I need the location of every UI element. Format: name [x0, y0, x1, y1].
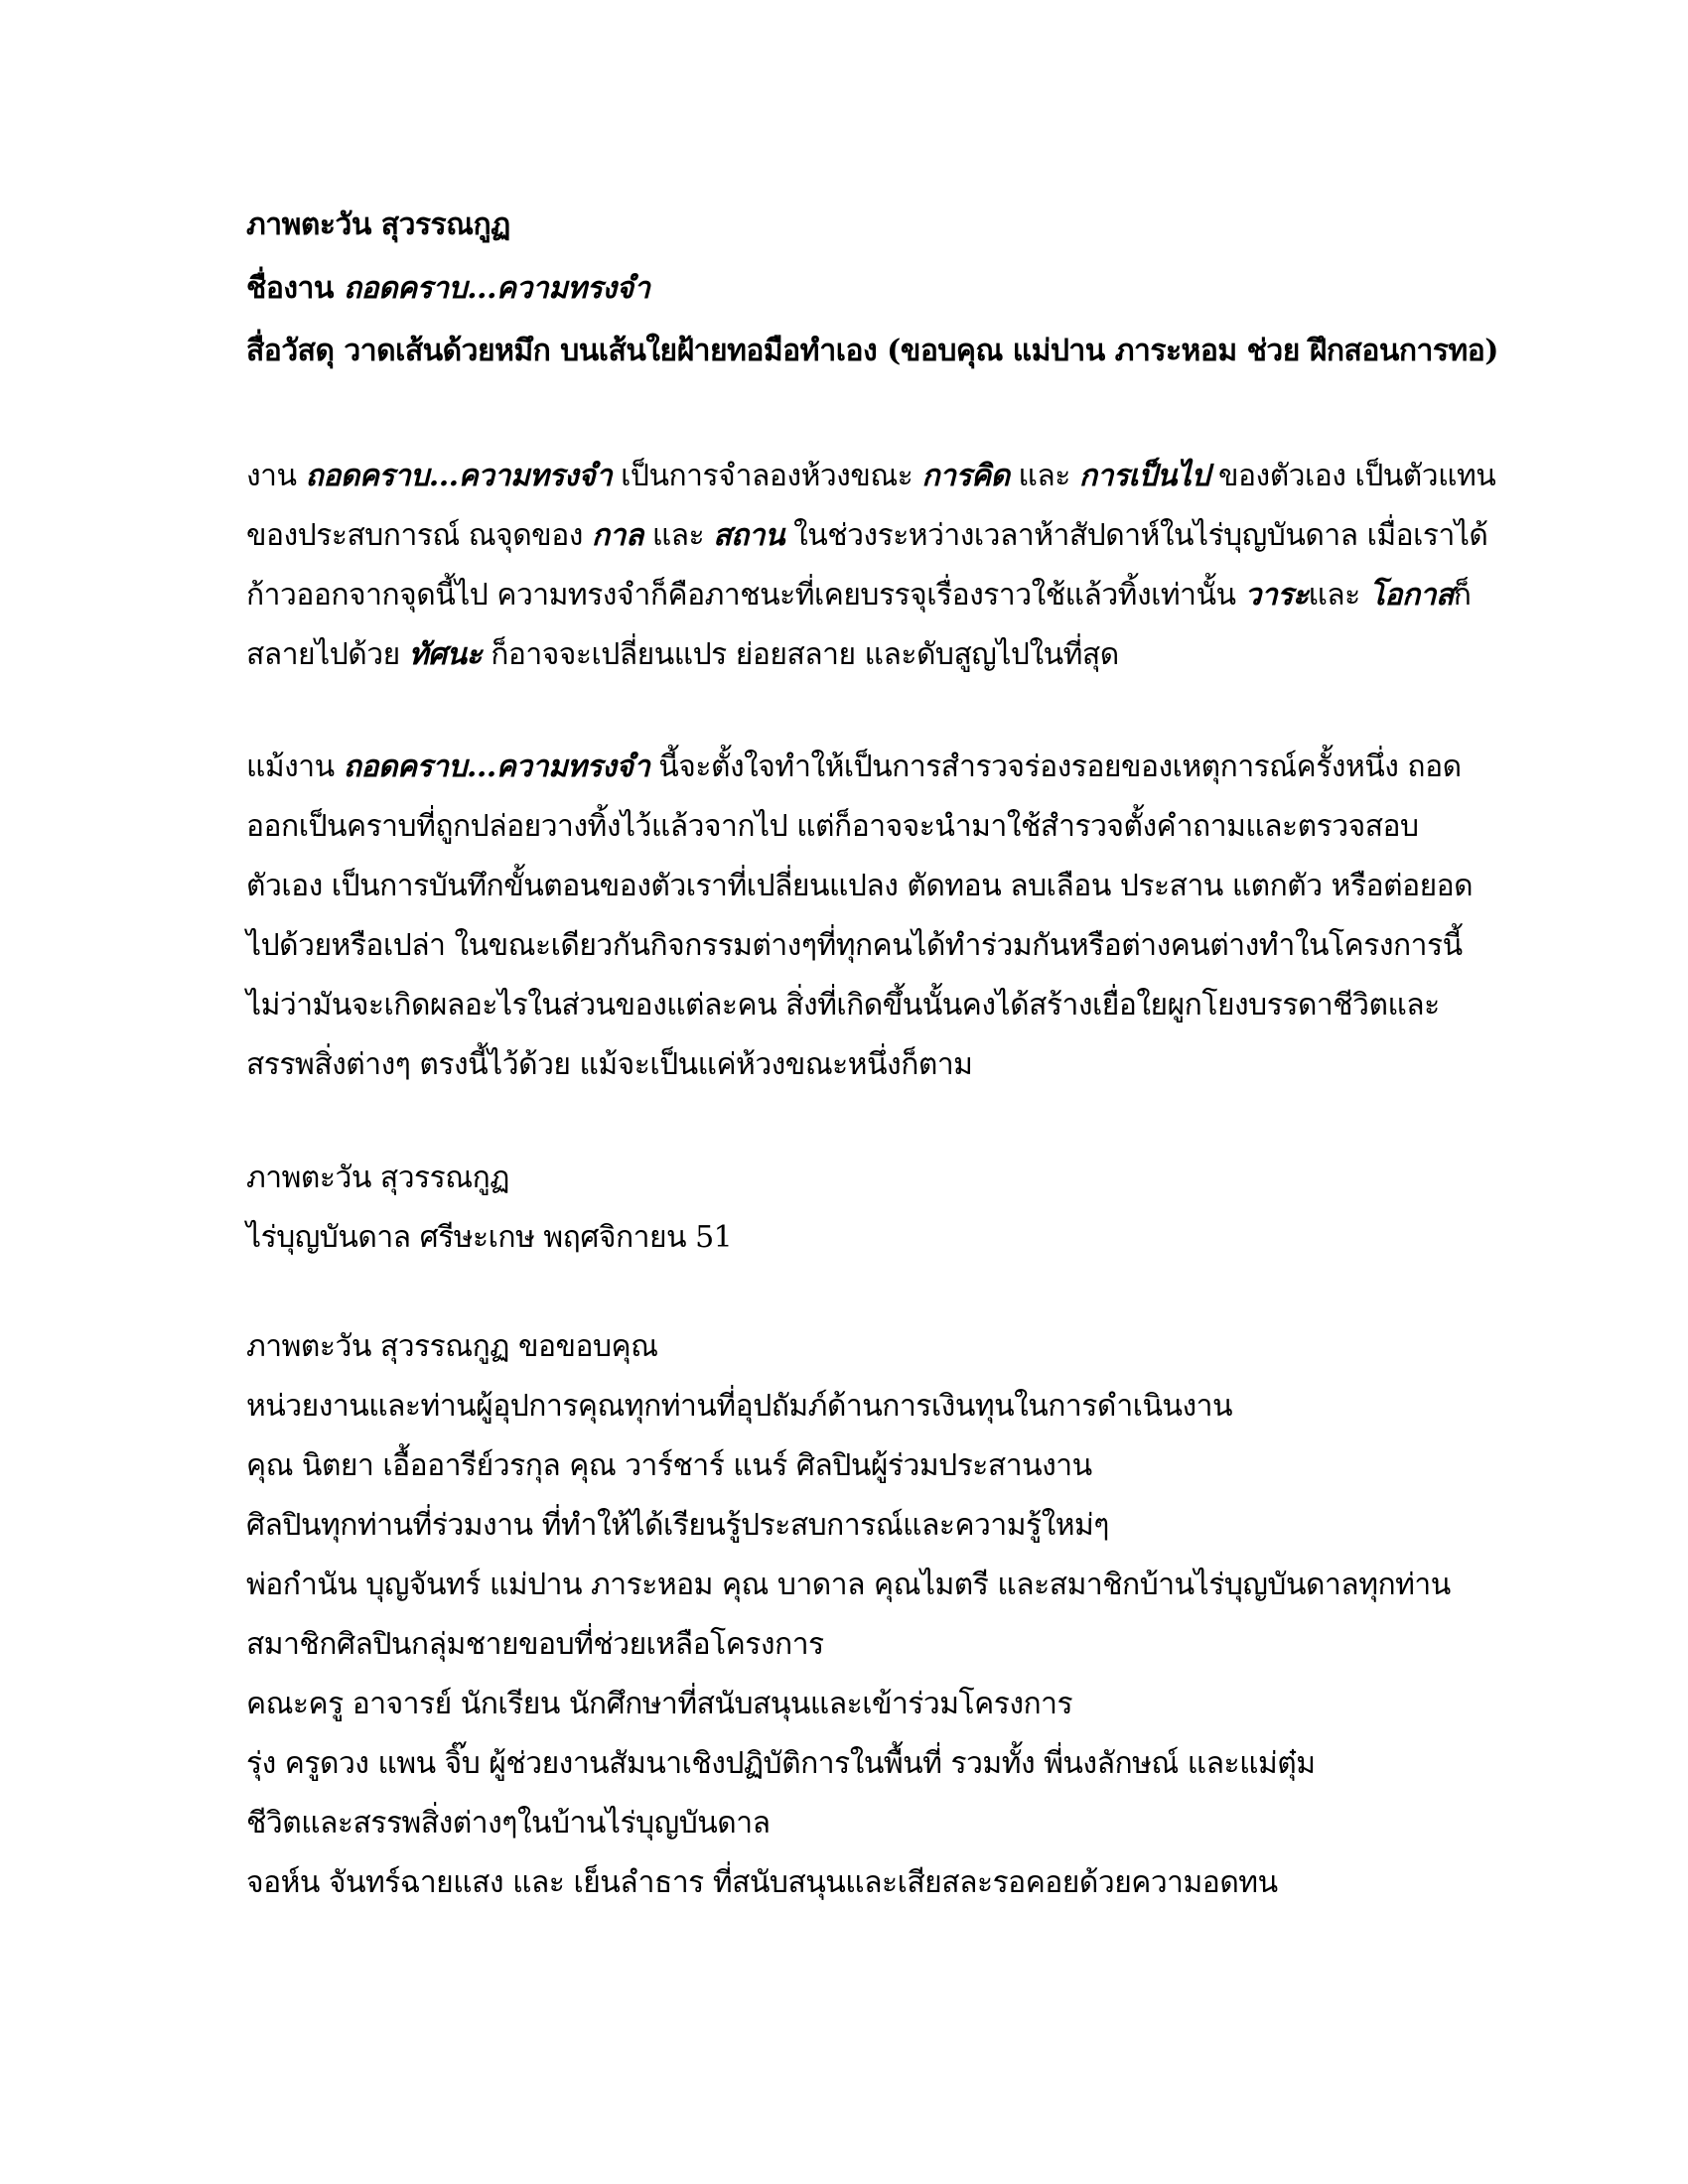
paragraph-line	[246, 926, 1463, 966]
body-text: ตัวเอง เป็นการบันทึกขั้นตอนของตัวเราที่เปลี่ยนแปลง ตัดทอน ลบเลือน ประสาน แตกตัว หรือต่อยอด	[246, 869, 1474, 903]
body-text: ออกเป็นคราบที่ถูกปล่อยวางทิ้งไว้แล้วจากไป แต่ก็อาจจะนำมาใช้สำรวจตั้งคำถามและตรวจสอบ	[246, 809, 1419, 844]
body-text: สลายไปด้วย	[246, 637, 409, 672]
ack-item: พ่อกำนัน บุญจันทร์ แม่ปาน ภาระหอม คุณ บาดาล คุณไมตรี และสมาชิกบ้านไร่บุญบันดาลทุกท่าน	[246, 1568, 1451, 1602]
body-text: ของตัวเอง เป็นตัวแทน	[1208, 459, 1496, 493]
emphasized-text: การเป็นไป	[1078, 459, 1209, 493]
emphasized-text: กาล	[591, 518, 643, 553]
emphasized-text: ถอดคราบ...ความทรงจำ	[305, 459, 613, 493]
body-text: แม้งาน	[246, 750, 344, 784]
paragraph-line	[246, 807, 1419, 847]
paragraph-line	[246, 867, 1473, 906]
emphasized-text: โอกาส	[1368, 578, 1454, 613]
emphasized-text: ถอดคราบ...ความทรงจำ	[343, 750, 650, 784]
work-title-label: ชื่องาน	[246, 271, 344, 306]
ack-item: คณะครู อาจารย์ นักเรียน นักศึกษาที่สนับสนุนและเข้าร่วมโครงการ	[246, 1687, 1073, 1721]
body-text: สรรพสิ่งต่างๆ ตรงนี้ไว้ด้วย แม้จะเป็นแค่ห้วงขณะหนึ่งก็ตาม	[246, 1047, 973, 1082]
media-description: สื่อวัสดุ วาดเส้นด้วยหมึก บนเส้นใยฝ้ายทอมือทำเอง (ขอบคุณ แม่ปาน ภาระหอม ช่วย ฝึกสอนการทอ)	[246, 334, 1498, 368]
artist-name: ภาพตะวัน สุวรรณกูฏ	[246, 207, 510, 242]
body-text: งาน	[246, 459, 306, 493]
body-text: นี้จะตั้งใจทำให้เป็นการสำรวจร่องรอยของเหตุการณ์ครั้งหนึ่ง ถอด	[649, 750, 1462, 784]
work-title-line	[246, 269, 649, 309]
body-text: ไม่ว่ามันจะเกิดผลอะไรในส่วนของแต่ละคน สิ่งที่เกิดขึ้นนั้นคงได้สร้างเยื่อใยผูกโยงบรรดาชีวิตและ	[246, 988, 1440, 1023]
emphasized-text: วาระ	[1244, 578, 1309, 613]
body-text: และ	[1009, 459, 1079, 493]
paragraph-line	[246, 748, 1462, 787]
paragraph-line	[246, 457, 1495, 496]
acknowledgements-heading: ภาพตะวัน สุวรรณกูฏ ขอขอบคุณ	[246, 1329, 658, 1364]
ack-item: ชีวิตและสรรพสิ่งต่างๆในบ้านไร่บุญบันดาล	[246, 1806, 771, 1841]
ack-item: รุ่ง ครูดวง แพน จิ๊บ ผู้ช่วยงานสัมนาเชิงปฏิบัติการในพื้นที่ รวมทั้ง พี่นงลักษณ์ และแม่ตุ๋ม	[246, 1746, 1316, 1781]
ack-item: หน่วยงานและท่านผู้อุปการคุณทุกท่านที่อุปถัมภ์ด้านการเงินทุนในการดำเนินงาน	[246, 1389, 1232, 1424]
signature-name: ภาพตะวัน สุวรรณกูฏ	[246, 1160, 509, 1195]
paragraph-line	[246, 576, 1471, 615]
body-text: เป็นการจำลองห้วงขณะ	[612, 459, 922, 493]
body-text: ก้าวออกจากจุดนี้ไป ความทรงจำก็คือภาชนะที่เคยบรรจุเรื่องราวใช้แล้วทิ้งเท่านั้น	[246, 578, 1245, 613]
body-text: และ	[1308, 578, 1369, 613]
work-title-value: ถอดคราบ...ความทรงจำ	[343, 271, 650, 306]
body-text: ของประสบการณ์ ณจุดของ	[246, 518, 592, 553]
paragraph-line	[246, 986, 1440, 1025]
paragraph-line	[246, 635, 1119, 675]
body-text: และ	[642, 518, 714, 553]
paragraph-line	[246, 516, 1487, 556]
ack-item: คุณ นิตยา เอื้ออารีย์วรกุล คุณ วาร์ชาร์ แนร์ ศิลปินผู้ร่วมประสานงาน	[246, 1448, 1092, 1483]
ack-item: ศิลปินทุกท่านที่ร่วมงาน ที่ทำให้ได้เรียนรู้ประสบการณ์และความรู้ใหม่ๆ	[246, 1508, 1109, 1543]
ack-item: สมาชิกศิลปินกลุ่มชายขอบที่ช่วยเหลือโครงการ	[246, 1627, 824, 1662]
emphasized-text: การคิด	[921, 459, 1010, 493]
paragraph-line	[246, 1045, 972, 1085]
signature-place-date: ไร่บุญบันดาล ศรีษะเกษ พฤศจิกายน 51	[246, 1220, 733, 1255]
emphasized-text: สถาน	[713, 518, 785, 553]
ack-item: จอห์น จันทร์ฉายแสง และ เย็นลำธาร ที่สนับสนุนและเสียสละรอคอยด้วยความอดทน	[246, 1865, 1278, 1900]
body-text: ก็อาจจะเปลี่ยนแปร ย่อยสลาย และดับสูญไปในที่สุด	[482, 637, 1119, 672]
body-text: ก็	[1453, 578, 1472, 613]
body-text: ไปด้วยหรือเปล่า ในขณะเดียวกันกิจกรรมต่างๆที่ทุกคนได้ทำร่วมกันหรือต่างคนต่างทำในโครงการนี้	[246, 928, 1463, 963]
body-text: ในช่วงระหว่างเวลาห้าสัปดาห์ในไร่บุญบันดาล เมื่อเราได้	[784, 518, 1488, 553]
emphasized-text: ทัศนะ	[408, 637, 483, 672]
